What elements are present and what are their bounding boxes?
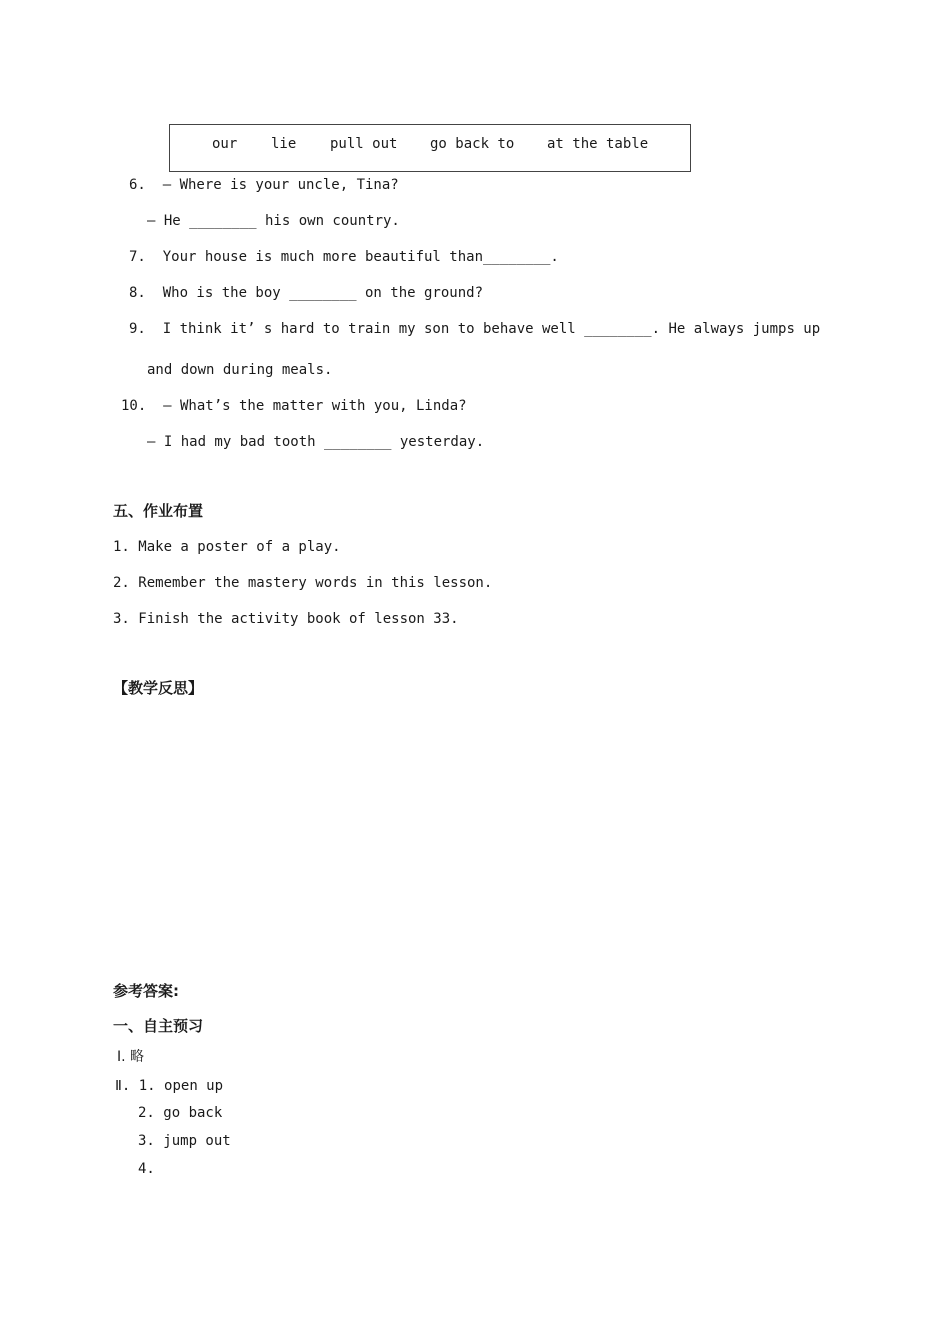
reflection-heading: 【教学反思】 (113, 679, 204, 697)
answers-part-2-item: 4. (138, 1161, 155, 1177)
homework-item: 1. Make a poster of a play. (113, 539, 341, 555)
homework-item: 3. Finish the activity book of lesson 33. (113, 611, 459, 627)
answers-part-2-item: 2. go back (138, 1105, 223, 1121)
answers-heading: 参考答案: (113, 982, 179, 1000)
question-10-answer: — I had my bad tooth ________ yesterday. (147, 434, 485, 450)
question-7: 7. Your house is much more beautiful than________. (129, 249, 559, 265)
word-bank-item: go back to (430, 136, 515, 152)
word-bank-item: lie (271, 136, 297, 152)
word-bank-item: our (212, 136, 238, 152)
answers-part-1: Ⅰ. 略 (117, 1049, 145, 1065)
question-8: 8. Who is the boy ________ on the ground? (129, 285, 484, 301)
question-10-prompt: 10. — What’s the matter with you, Linda? (121, 398, 467, 414)
homework-heading: 五、作业布置 (113, 502, 204, 520)
word-bank-box (169, 124, 691, 172)
question-6-answer: — He ________ his own country. (147, 213, 400, 229)
homework-item: 2. Remember the mastery words in this lesson. (113, 575, 493, 591)
answers-section-1: 一、自主预习 (113, 1017, 204, 1035)
word-bank-item: pull out (330, 136, 398, 152)
word-bank-item: at the table (547, 136, 649, 152)
answers-part-2-item: Ⅱ. 1. open up (115, 1078, 224, 1094)
answers-part-2-item: 3. jump out (138, 1133, 231, 1149)
question-6-prompt: 6. — Where is your uncle, Tina? (129, 177, 399, 193)
question-9-line-1: 9. I think it’ s hard to train my son to behave well ________. He always jumps up (129, 321, 821, 337)
question-9-line-2: and down during meals. (147, 362, 333, 378)
